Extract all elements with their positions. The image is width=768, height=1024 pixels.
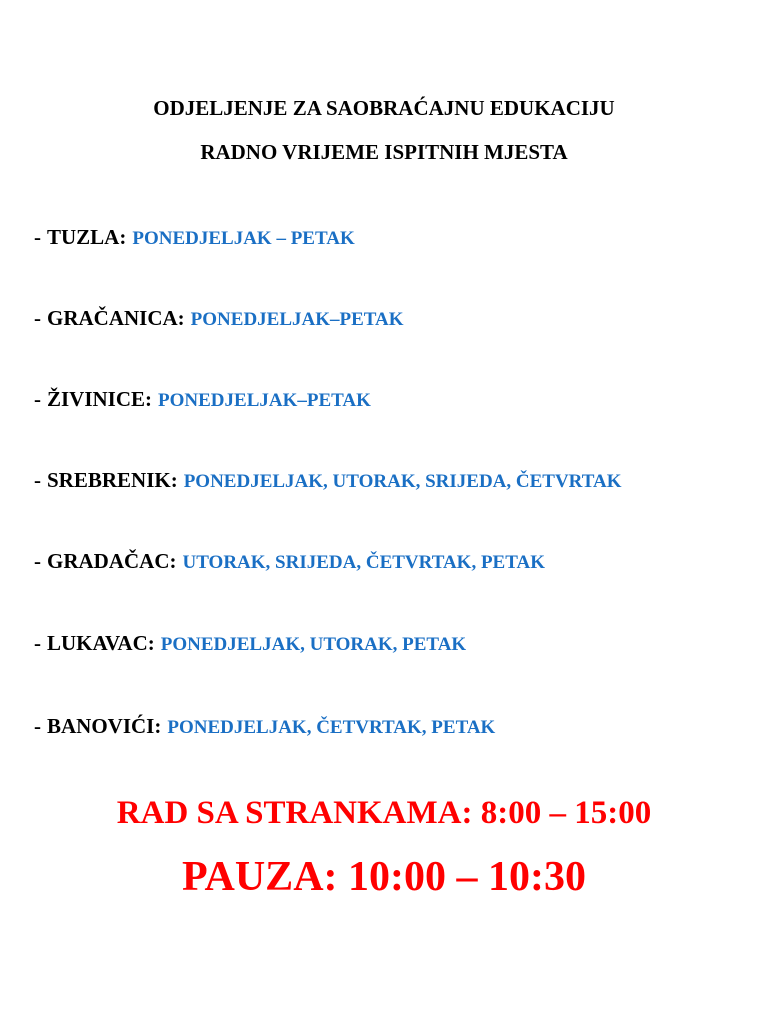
department-title: ODJELJENJE ZA SAOBRAĆAJNU EDUKACIJU (153, 96, 615, 120)
location-row-gradacac (34, 549, 545, 575)
location-name: GRAČANICA: (47, 306, 185, 330)
location-row-zivinice (34, 387, 371, 413)
location-days: PONEDJELJAK, UTORAK, PETAK (160, 634, 467, 655)
location-days: PONEDJELJAK – PETAK (132, 228, 355, 249)
location-name: GRADAČAC: (47, 549, 177, 573)
location-days: PONEDJELJAK–PETAK (190, 309, 404, 330)
office-hours: RAD SA STRANKAMA: 8:00 – 15:00 (116, 795, 652, 831)
list-dash: - (34, 306, 41, 330)
location-days: PONEDJELJAK, UTORAK, SRIJEDA, ČETVRTAK (183, 471, 622, 492)
location-days: UTORAK, SRIJEDA, ČETVRTAK, PETAK (182, 552, 545, 573)
location-name: LUKAVAC: (47, 631, 155, 655)
list-dash: - (34, 387, 41, 411)
location-row-banovici (34, 714, 495, 740)
location-row-gracanica (34, 306, 404, 332)
list-dash: - (34, 714, 41, 738)
list-dash: - (34, 225, 41, 249)
break-hours: PAUZA: 10:00 – 10:30 (181, 854, 586, 900)
location-name: SREBRENIK: (47, 468, 178, 492)
list-dash: - (34, 468, 41, 492)
location-days: PONEDJELJAK–PETAK (158, 390, 371, 411)
location-row-tuzla (34, 225, 355, 251)
location-row-srebrenik (34, 468, 622, 494)
schedule-title: RADNO VRIJEME ISPITNIH MJESTA (200, 140, 568, 164)
location-name: BANOVIĆI: (47, 714, 162, 738)
location-days: PONEDJELJAK, ČETVRTAK, PETAK (167, 717, 496, 738)
location-name: ŽIVINICE: (47, 387, 153, 411)
list-dash: - (34, 631, 41, 655)
location-name: TUZLA: (47, 225, 127, 249)
location-row-lukavac (34, 631, 466, 657)
list-dash: - (34, 549, 41, 573)
